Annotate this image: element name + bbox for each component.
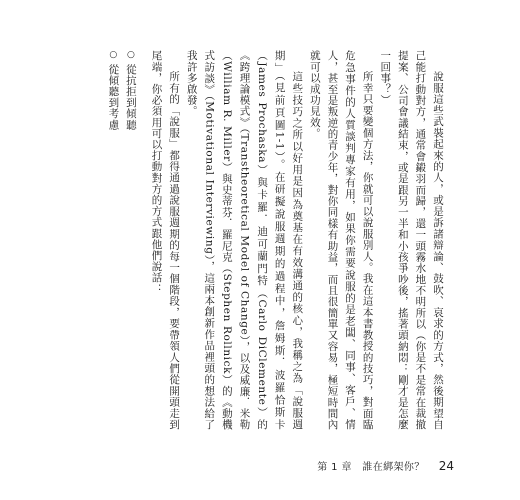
chapter-title: 第 1 章 誰在綁架你？ xyxy=(317,462,425,473)
bullet-text: 從傾聽到考慮 xyxy=(107,63,120,131)
list-item xyxy=(121,50,139,430)
bullet-text: 從抗拒到傾聽 xyxy=(124,63,137,131)
bullet-list xyxy=(104,50,139,430)
paragraph-2: 所幸只要變個方法，你就可以說服別人。我在這本書教授的技巧，對面臨危急事件的人質談判專家有用，如果你需要說服的是老闆、同事、客戶、情人，甚至是叛逆的青少年，對你同樣有助益，而且很簡單又容易，極短時間內就可以成功見效。 xyxy=(308,50,374,430)
vertical-text-body xyxy=(104,50,446,430)
list-item xyxy=(104,50,122,430)
paragraph-3: 這些技巧之所以好用是因為奠基在有效溝通的核心，我稱之為「說服週期」（見前頁圖1-1）。在研擬說服週期的過程中，詹姆斯．波羅恰斯卡（James Prochaska）與卡羅．迪可蘭門特（Carlo DiClemente）的《跨理論模式》（Transtheoretical Model of Change），以及威廉．米勒（William R. Miller）與史蒂芬．羅尼克（Stephen Rollnick）的《動機式訪談》（Motivational Interviewing），這兩本創新作品裡頭的想法給了我許多啟發。 xyxy=(185,50,304,431)
page-footer xyxy=(317,458,454,473)
hollow-circle-icon: ○ xyxy=(108,50,119,61)
hollow-circle-icon: ○ xyxy=(125,50,136,61)
page-number: 24 xyxy=(438,459,454,473)
paragraph-1: 說服這些武裝起來的人，或是訴諸辯論、鼓吹、哀求的方式，然後期望自己能打動對方，通常會鎩羽而歸，還一頭霧水地不明所以（你是不是常在裁撤提案、公司會議結束，或是跟另一半和小孩爭吵後，搖著頭納悶：剛才是怎麼一回事？） xyxy=(379,50,444,430)
paragraph-4: 所有的「說服」都得通過說服週期的每一個階段，要帶領人們從開頭走到尾端，你必須用可以打動對方的方式跟他們說話： xyxy=(150,50,181,430)
